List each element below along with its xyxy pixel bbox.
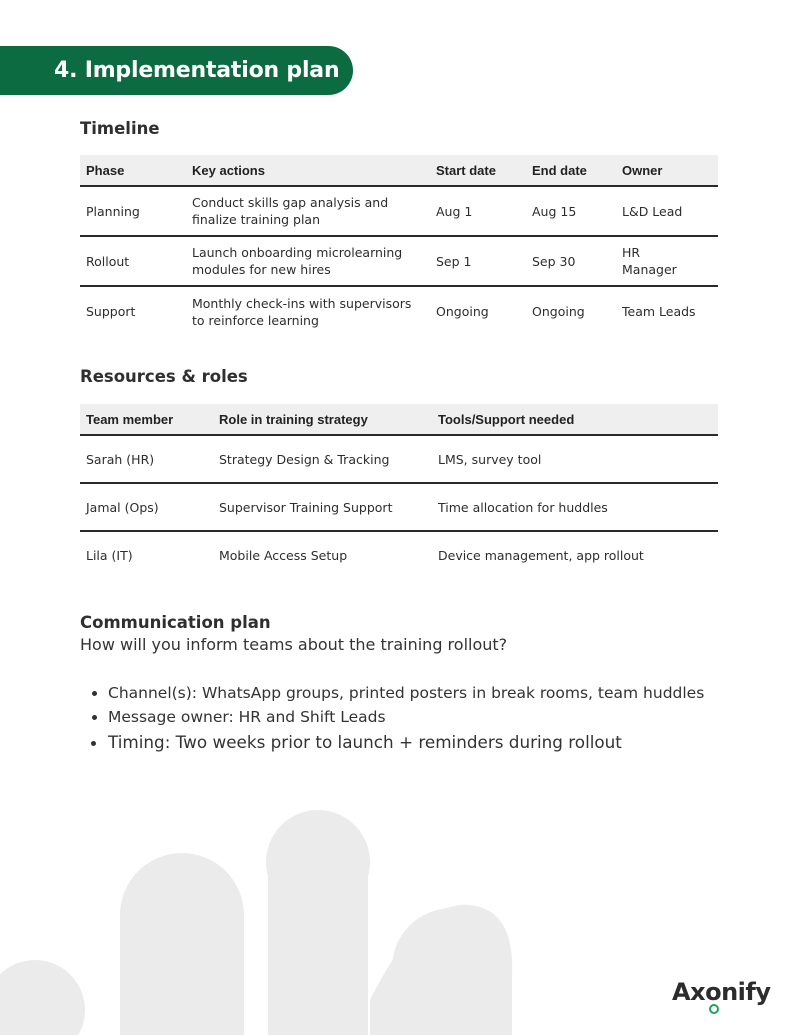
table-cell: Sarah (HR) bbox=[80, 435, 213, 483]
table-row bbox=[80, 483, 718, 531]
column-header: Team member bbox=[80, 404, 213, 435]
table-cell: Support bbox=[86, 304, 136, 319]
table-cell: Supervisor Training Support bbox=[213, 483, 432, 531]
table-cell: Conduct skills gap analysis and finalize training plan bbox=[186, 186, 430, 236]
table-cell: Lila (IT) bbox=[86, 548, 133, 563]
table-cell: Launch onboarding microlearning modules for new hires bbox=[186, 236, 430, 286]
logo-text: Ax bbox=[672, 978, 706, 1006]
table-cell: Monthly check-ins with supervisors to reinforce learning bbox=[192, 295, 412, 328]
table-row bbox=[80, 531, 718, 579]
table-cell: Aug 15 bbox=[526, 186, 616, 236]
table-cell: Aug 1 bbox=[430, 186, 526, 236]
table-cell: HR Manager bbox=[616, 236, 718, 286]
table-cell: Team Leads bbox=[622, 304, 696, 319]
table-cell: Jamal (Ops) bbox=[80, 483, 213, 531]
table-cell: Device management, app rollout bbox=[438, 548, 644, 563]
table-cell: Ongoing bbox=[436, 304, 489, 319]
table-cell: Mobile Access Setup bbox=[219, 548, 348, 563]
column-header: Owner bbox=[616, 155, 718, 186]
section-banner bbox=[0, 46, 353, 95]
table-cell: L&D Lead bbox=[616, 186, 718, 236]
table-cell: Rollout bbox=[80, 236, 186, 286]
table-row bbox=[80, 435, 718, 483]
table-cell: Strategy Design & Tracking bbox=[213, 435, 432, 483]
table-row bbox=[80, 236, 718, 286]
communication-title: Communication plan bbox=[80, 613, 271, 632]
timeline-title: Timeline bbox=[80, 119, 160, 138]
logo-text: nify bbox=[721, 978, 771, 1006]
list-item: • Channel(s): WhatsApp groups, printed posters in break rooms, team huddles bbox=[108, 681, 708, 705]
axonify-logo bbox=[672, 978, 770, 1006]
column-header: Tools/Support needed bbox=[432, 404, 718, 435]
table-cell: Time allocation for huddles bbox=[432, 483, 718, 531]
table-row bbox=[80, 286, 718, 336]
table-header-row bbox=[80, 404, 718, 435]
communication-list bbox=[80, 681, 708, 756]
resources-table bbox=[80, 404, 718, 579]
table-cell: Sep 30 bbox=[526, 236, 616, 286]
table-cell: LMS, survey tool bbox=[432, 435, 718, 483]
communication-question: How will you inform teams about the training rollout? bbox=[80, 635, 508, 654]
column-header: Role in training strategy bbox=[213, 404, 432, 435]
table-row bbox=[80, 186, 718, 236]
column-header: Phase bbox=[80, 155, 186, 186]
section-title: 4. Implementation plan bbox=[54, 58, 340, 83]
table-cell: Ongoing bbox=[532, 304, 585, 319]
column-header: Start date bbox=[430, 155, 526, 186]
table-cell: Planning bbox=[80, 186, 186, 236]
list-item: • Timing: Two weeks prior to launch + reminders during rollout bbox=[108, 729, 708, 756]
resources-title: Resources & roles bbox=[80, 367, 248, 386]
table-header-row bbox=[80, 155, 718, 186]
timeline-table bbox=[80, 155, 718, 336]
column-header: End date bbox=[526, 155, 616, 186]
logo-text: o bbox=[705, 978, 722, 1006]
table-cell: Sep 1 bbox=[430, 236, 526, 286]
column-header: Key actions bbox=[186, 155, 430, 186]
list-item: • Message owner: HR and Shift Leads bbox=[108, 705, 708, 729]
